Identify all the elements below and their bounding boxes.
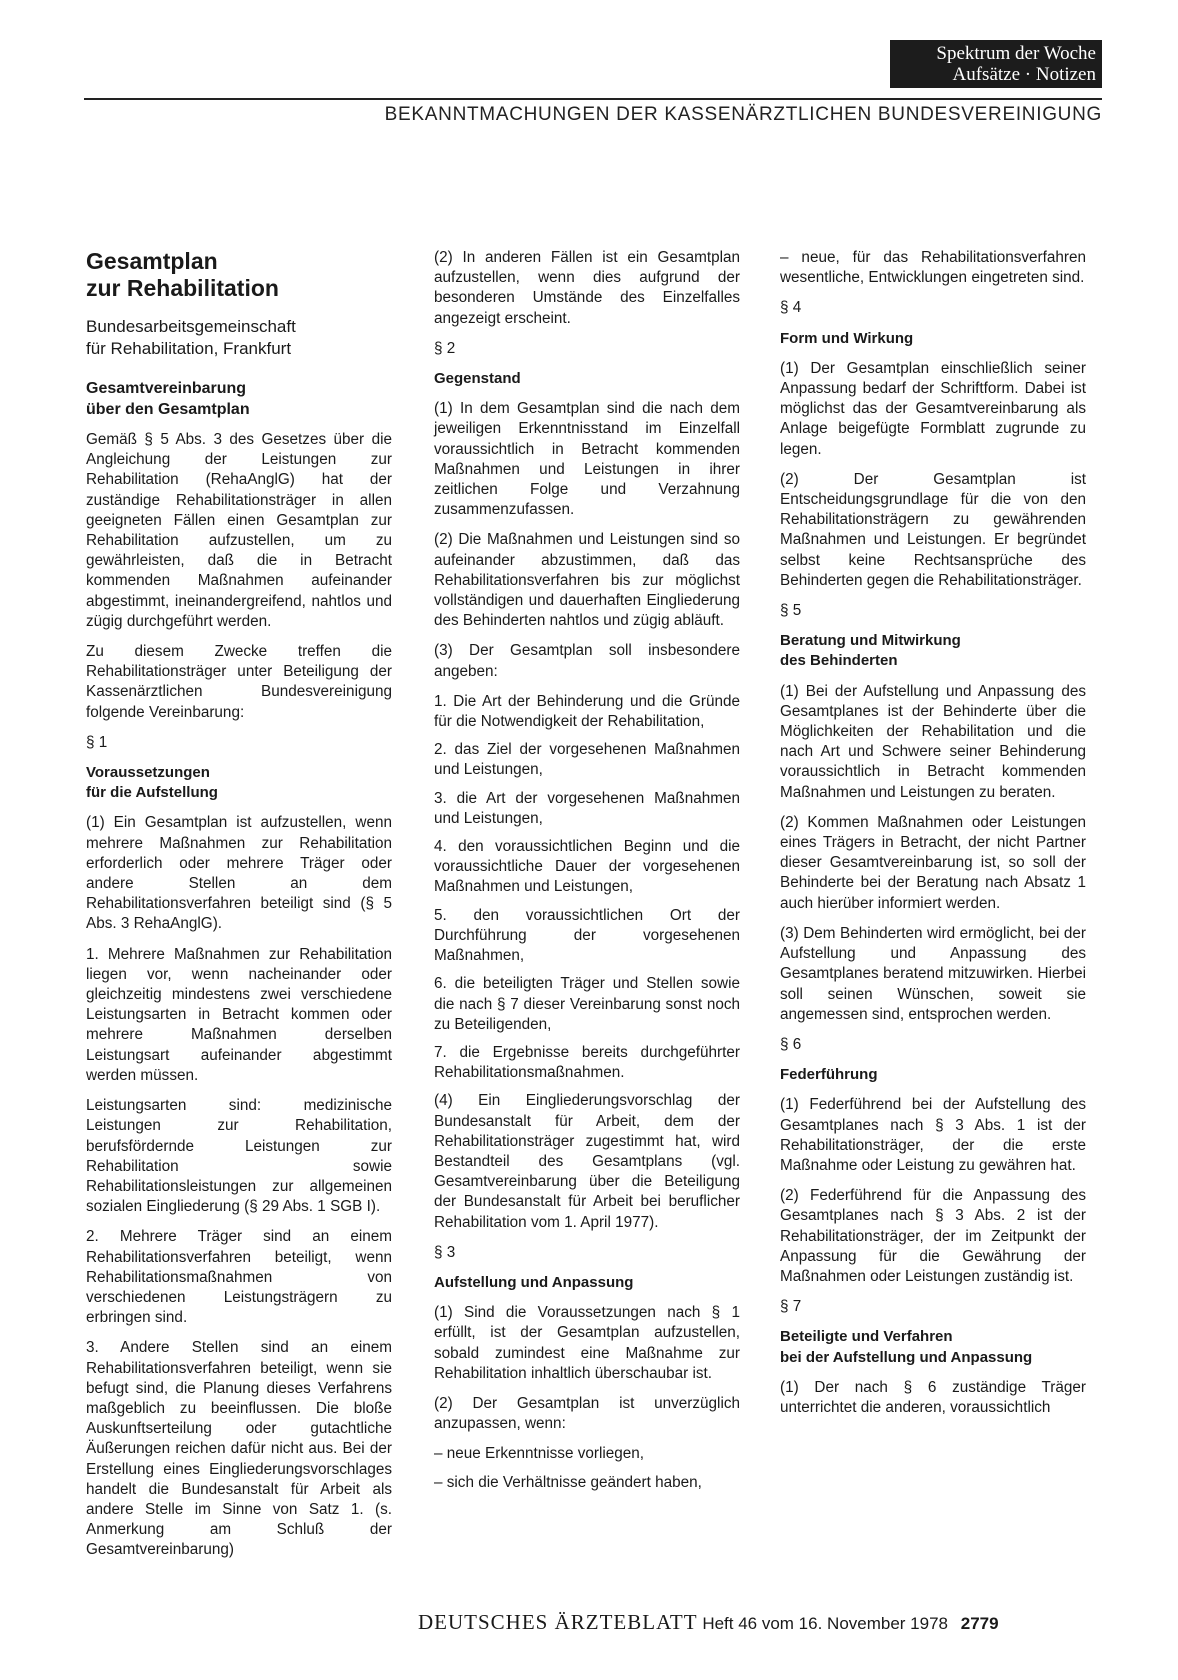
paragraph: (2) Kommen Maßnahmen oder Leistungen eines Trägers in Betracht, der nicht Partner dieser Gesamtvereinbarung ist, so soll der Behinderte bei der Beratung nach Absatz 1 auch hierüber informiert werden. bbox=[780, 813, 1086, 912]
title-line-2: zur Rehabilitation bbox=[86, 275, 279, 301]
section-heading: Form und Wirkung bbox=[780, 329, 914, 347]
dash-item: – sich die Verhältnisse geändert haben, bbox=[434, 1473, 702, 1491]
section-number: § 4 bbox=[780, 299, 802, 317]
header-rule bbox=[84, 98, 1102, 100]
article-title bbox=[86, 248, 392, 302]
paragraph: (2) Der Gesamtplan ist unverzüglich anzupassen, wenn: bbox=[434, 1394, 740, 1433]
section-heading: Gegenstand bbox=[434, 370, 521, 388]
heading-line: Beratung und Mitwirkung bbox=[780, 632, 961, 650]
paragraph: (2) Federführend für die Anpassung des Gesamtplanes nach § 3 Abs. 2 ist der Rehabilitationsträger, der im Zeitpunkt der Anpassung für die Gewährung der Maßnahmen oder Leistungen zuständig ist. bbox=[780, 1187, 1086, 1285]
article-subhead bbox=[86, 378, 392, 420]
list-item: 1. Die Art der Behinderung und die Gründe für die Notwendigkeit der Rehabilitation, bbox=[434, 692, 740, 731]
paragraph: (2) In anderen Fällen ist ein Gesamtplan aufzustellen, wenn dies aufgrund der besonderen Umstände des Einzelfalles angezeigt erscheint. bbox=[434, 249, 740, 327]
dash-item: – neue, für das Rehabilitationsverfahren wesentliche, Entwicklungen eingetreten sind. bbox=[780, 249, 1086, 287]
badge-line-2: Aufsätze · Notizen bbox=[952, 64, 1096, 85]
column-1 bbox=[86, 248, 392, 1571]
title-line-1: Gesamtplan bbox=[86, 248, 218, 274]
section-number: § 7 bbox=[780, 1298, 802, 1316]
badge-line-1: Spektrum der Woche bbox=[936, 43, 1096, 64]
subtitle-line-1: Bundesarbeitsgemeinschaft bbox=[86, 317, 296, 336]
list-item: 5. den voraussichtlichen Ort der Durchführung der vorgesehenen Maßnahmen, bbox=[434, 906, 740, 965]
paragraph: (1) Sind die Voraussetzungen nach § 1 erfüllt, ist der Gesamtplan aufzustellen, sobald zumindest eine Maßnahme zur Rehabilitation inhaltlich überschaubar ist. bbox=[434, 1304, 740, 1382]
section-number: § 3 bbox=[434, 1243, 456, 1261]
page-header: BEKANNTMACHUNGEN DER KASSENÄRZTLICHEN BUNDESVEREINIGUNG bbox=[384, 104, 1102, 125]
heading-line: für die Aufstellung bbox=[86, 784, 218, 802]
subhead-line-1: Gesamtvereinbarung bbox=[86, 380, 247, 397]
paragraph: (3) Dem Behinderten wird ermöglicht, bei der Aufstellung und Anpassung des Gesamtplanes beratend mitzuwirken. Hierbei soll seinen Wünschen, soweit sie angemessen sind, entsprochen werden. bbox=[780, 924, 1086, 1023]
paragraph: (1) Der Gesamtplan einschließlich seiner Anpassung bedarf der Schriftform. Dabei ist möglichst das der Gesamtvereinbarung als Anlage beigefügte Formblatt zugrunde zu legen. bbox=[780, 359, 1086, 458]
heading-line: des Behinderten bbox=[780, 652, 898, 670]
section-heading bbox=[86, 763, 392, 803]
section-heading: Aufstellung und Anpassung bbox=[434, 1273, 634, 1291]
journal-name: DEUTSCHES ÄRZTEBLATT bbox=[418, 1610, 698, 1634]
list-item: 4. den voraussichtlichen Beginn und die voraussichtliche Dauer der vorgesehenen Maßnahmen und Leistungen, bbox=[434, 838, 740, 896]
heading-line: Beteiligte und Verfahren bbox=[780, 1328, 953, 1346]
paragraph: (3) Der Gesamtplan soll insbesondere angeben: bbox=[434, 642, 740, 680]
paragraph: 2. Mehrere Träger sind an einem Rehabilitationsverfahren beteiligt, wenn Rehabilitationsmaßnahmen von verschiedenen Leistungsträgern zu erbringen sind. bbox=[86, 1228, 392, 1327]
list-item: 3. die Art der vorgesehenen Maßnahmen und Leistungen, bbox=[434, 789, 740, 827]
paragraph: (4) Ein Eingliederungsvorschlag der Bundesanstalt für Arbeit, dem der Rehabilitationsträger zugestimmt hat, wird Bestandteil des Gesamtplans (vgl. Gesamtvereinbarung über die Beteiligung der Bundesanstalt für Arbeit bei beruflicher Rehabilitation vom 1. April 1977). bbox=[434, 1092, 740, 1231]
paragraph: 1. Mehrere Maßnahmen zur Rehabilitation liegen vor, wenn nacheinander oder gleichzeitig mindestens zwei verschiedene Leistungsarten in Betracht kommen oder mehrere Maßnahmen derselben Leistungsart aufeinander abgestimmt werden müssen. bbox=[86, 945, 392, 1084]
section-number: § 6 bbox=[780, 1035, 802, 1053]
list-item: 7. die Ergebnisse bereits durchgeführter Rehabilitationsmaßnahmen. bbox=[434, 1043, 740, 1082]
heading-line: Voraussetzungen bbox=[86, 764, 210, 782]
paragraph: (1) In dem Gesamtplan sind die nach dem jeweiligen Erkenntnisstand im Einzelfall voraussichtlich in Betracht kommenden Maßnahmen und Leistungen in ihrer zeitlichen Folge und Verzahnung zusammenzufassen. bbox=[434, 400, 740, 519]
section-badge bbox=[890, 40, 1102, 88]
paragraph: Gemäß § 5 Abs. 3 des Gesetzes über die Angleichung der Leistungen zur Rehabilitation (RehaAnglG) hat der zuständige Rehabilitationsträger in allen geeigneten Fällen einen Gesamtplan zur Rehabilitation aufzustellen, um zu gewährleisten, daß die in Betracht kommenden Maßnahmen aufeinander abgestimmt, ineinandergreifend, nahtlos und zügig durchgeführt werden. bbox=[86, 431, 392, 630]
paragraph: (2) Die Maßnahmen und Leistungen sind so aufeinander abzustimmen, daß das Rehabilitationsverfahren bis zur möglichst vollständigen und dauerhaften Eingliederung des Behinderten nahtlos und zügig abläuft. bbox=[434, 531, 740, 630]
paragraph: (2) Der Gesamtplan ist Entscheidungsgrundlage für die von den Rehabilitationsträgern zu gewährenden Maßnahmen und Leistungen. Er begründet selbst keine Rechtsansprüche des Behinderten gegen die Rehabilitationsträger. bbox=[780, 470, 1086, 589]
subtitle-line-2: für Rehabilitation, Frankfurt bbox=[86, 339, 292, 358]
paragraph: (1) Federführend bei der Aufstellung des Gesamtplanes nach § 3 Abs. 1 ist der Rehabilitationsträger, der die erste Maßnahme oder Leistung zu gewähren hat. bbox=[780, 1096, 1086, 1174]
section-heading bbox=[780, 1327, 1086, 1367]
column-3 bbox=[780, 248, 1086, 1428]
paragraph: Zu diesem Zwecke treffen die Rehabilitationsträger unter Beteiligung der Kassenärztlichen Bundesvereinigung folgende Vereinbarung: bbox=[86, 643, 392, 721]
section-heading: Federführung bbox=[780, 1066, 878, 1084]
article-subtitle bbox=[86, 316, 392, 360]
subhead-line-2: über den Gesamtplan bbox=[86, 401, 250, 418]
paragraph: (1) Bei der Aufstellung und Anpassung des Gesamtplanes ist der Behinderte über die Möglichkeiten der Rehabilitation und die nach Art und Schwere seiner Behinderung voraussichtlich in Betracht kommenden Maßnahmen und Leistungen zu beraten. bbox=[780, 682, 1086, 801]
list-item: 6. die beteiligten Träger und Stellen sowie die nach § 7 dieser Vereinbarung sonst noch zu Beteiligenden, bbox=[434, 975, 740, 1033]
paragraph: (1) Ein Gesamtplan ist aufzustellen, wenn mehrere Maßnahmen zur Rehabilitation erforderlich oder mehrere Träger oder andere Stellen an dem Rehabilitationsverfahren beteiligt sind (§ 5 Abs. 3 RehaAnglG). bbox=[86, 814, 392, 933]
paragraph: 3. Andere Stellen sind an einem Rehabilitationsverfahren beteiligt, wenn sie befugt sind, die Planung dieses Verfahrens maßgeblich zu beeinflussen. Die bloße Auskunftserteilung oder gutachtliche Äußerungen reichen dafür nicht aus. Bei der Erstellung eines Eingliederungsvorschlages handelt die Bundesanstalt für Arbeit als andere Stelle im Sinne von Satz 1. (s. Anmerkung am Schluß der Gesamtvereinbarung) bbox=[86, 1339, 392, 1559]
dash-item: – neue Erkenntnisse vorliegen, bbox=[434, 1445, 645, 1463]
issue-info: Heft 46 vom 16. November 1978 bbox=[702, 1614, 948, 1633]
paragraph: (1) Der nach § 6 zuständige Träger unterrichtet die anderen, voraussichtlich bbox=[780, 1378, 1086, 1416]
page-number: 2779 bbox=[960, 1614, 999, 1633]
section-heading bbox=[780, 631, 1086, 671]
section-number: § 5 bbox=[780, 602, 802, 620]
page-footer bbox=[418, 1610, 999, 1635]
list-item: 2. das Ziel der vorgesehenen Maßnahmen und Leistungen, bbox=[434, 741, 740, 779]
paragraph: Leistungsarten sind: medizinische Leistungen zur Rehabilitation, berufsfördernde Leistungen zur Rehabilitation sowie Rehabilitationsleistungen zur allgemeinen sozialen Eingliederung (§ 29 Abs. 1 SGB I). bbox=[86, 1097, 392, 1216]
section-number: § 2 bbox=[434, 339, 456, 357]
section-number: § 1 bbox=[86, 733, 108, 751]
column-2 bbox=[434, 248, 740, 1501]
heading-line: bei der Aufstellung und Anpassung bbox=[780, 1348, 1033, 1366]
